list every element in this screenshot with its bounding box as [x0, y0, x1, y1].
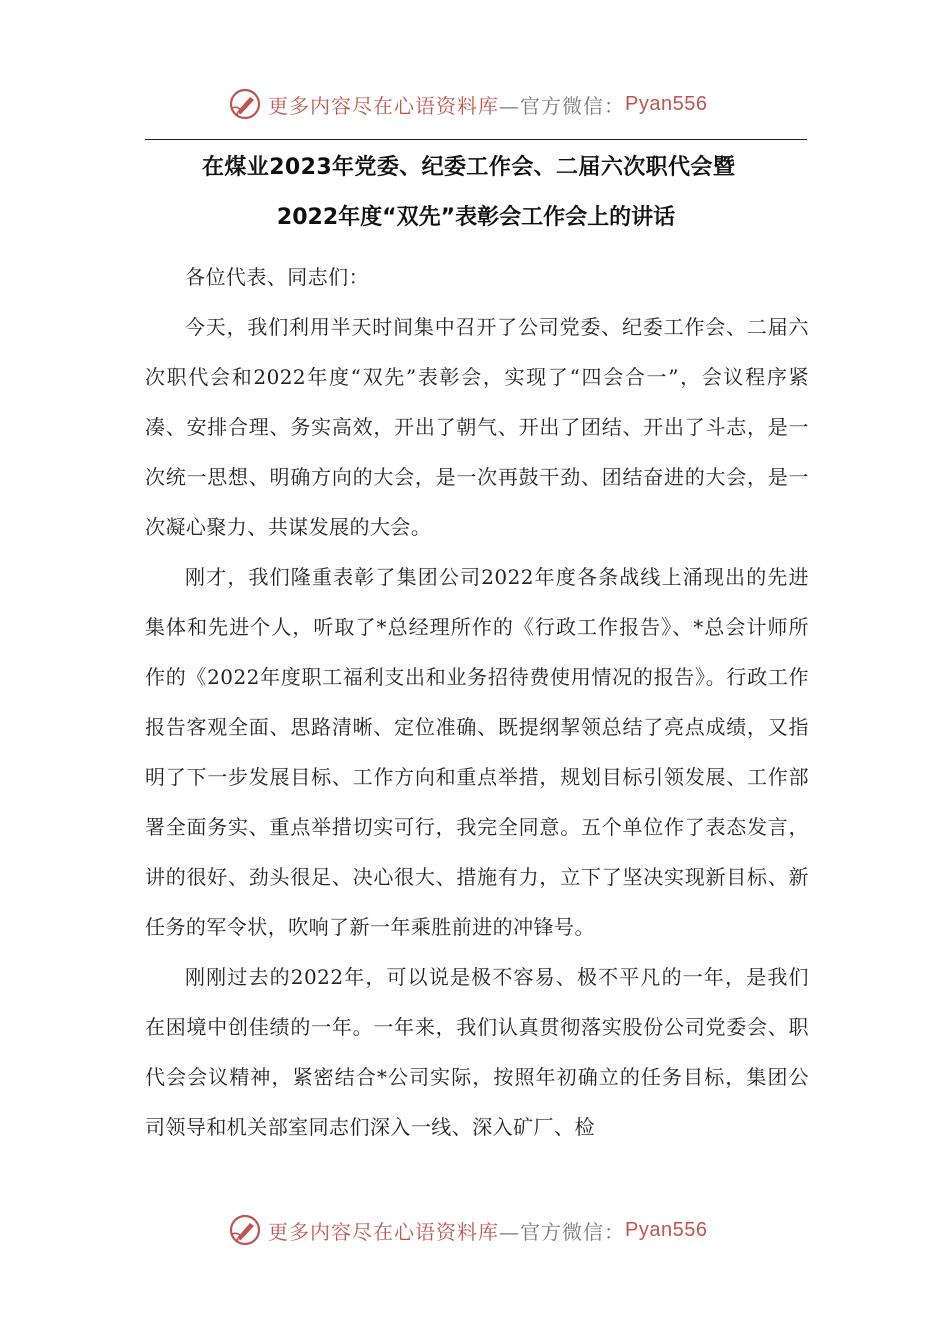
header-divider: [145, 139, 807, 140]
footer-banner: [228, 1210, 707, 1250]
banner-wechat-id: Pyan556: [625, 1218, 708, 1241]
banner-text: 更多内容尽在心语资料库: [268, 93, 499, 118]
document-title-line-1: 在煤业2023年党委、纪委工作会、二届六次职代会暨: [202, 155, 736, 180]
banner-wechat-label: —官方微信：: [499, 1219, 625, 1244]
salutation: 各位代表、同志们：: [185, 265, 370, 289]
paragraph: 刚才，我们隆重表彰了集团公司2022年度各条战线上涌现出的先进集体和先进个人，听取了*总经理所作的《行政工作报告》、*总会计师所作的《2022年度职工福利支出和业务招待费使用情况的报告》。行政工作报告客观全面、思路清晰、定位准确、既提纲挈领总结了亮点成绩，又指明了下一步发展目标、工作方向和重点举措，规划目标引领发展、工作部署全面务实、重点举措切实可行，我完全同意。五个单位作了表态发言，讲的很好、劲头很足、决心很大、措施有力，立下了坚决实现新目标、新任务的军令状，吹响了新一年乘胜前进的冲锋号。: [145, 565, 809, 939]
header-banner: [228, 84, 707, 124]
banner-text: 更多内容尽在心语资料库: [268, 1219, 499, 1244]
paragraph: 今天，我们利用半天时间集中召开了公司党委、纪委工作会、二届六次职代会和2022年度“双先”表彰会，实现了“四会合一”，会议程序紧凑、安排合理、务实高效，开出了朝气、开出了团结、开出了斗志，是一次统一思想、明确方向的大会，是一次再鼓干劲、团结奋进的大会，是一次凝心聚力、共谋发展的大会。: [145, 315, 809, 539]
document-body: [145, 252, 809, 1152]
pen-nib-logo-icon: [228, 87, 262, 121]
paragraph: 刚刚过去的2022年，可以说是极不容易、极不平凡的一年，是我们在困境中创佳绩的一年。一年来，我们认真贯彻落实股份公司党委会、职代会会议精神，紧密结合*公司实际，按照年初确立的任务目标，集团公司领导和机关部室同志们深入一线、深入矿厂、检: [145, 965, 809, 1139]
document-title-line-2: 2022年度“双先”表彰会工作会上的讲话: [276, 205, 676, 230]
banner-wechat-label: —官方微信：: [499, 93, 625, 118]
banner-wechat-id: Pyan556: [625, 92, 708, 115]
pen-nib-logo-icon: [228, 1213, 262, 1247]
